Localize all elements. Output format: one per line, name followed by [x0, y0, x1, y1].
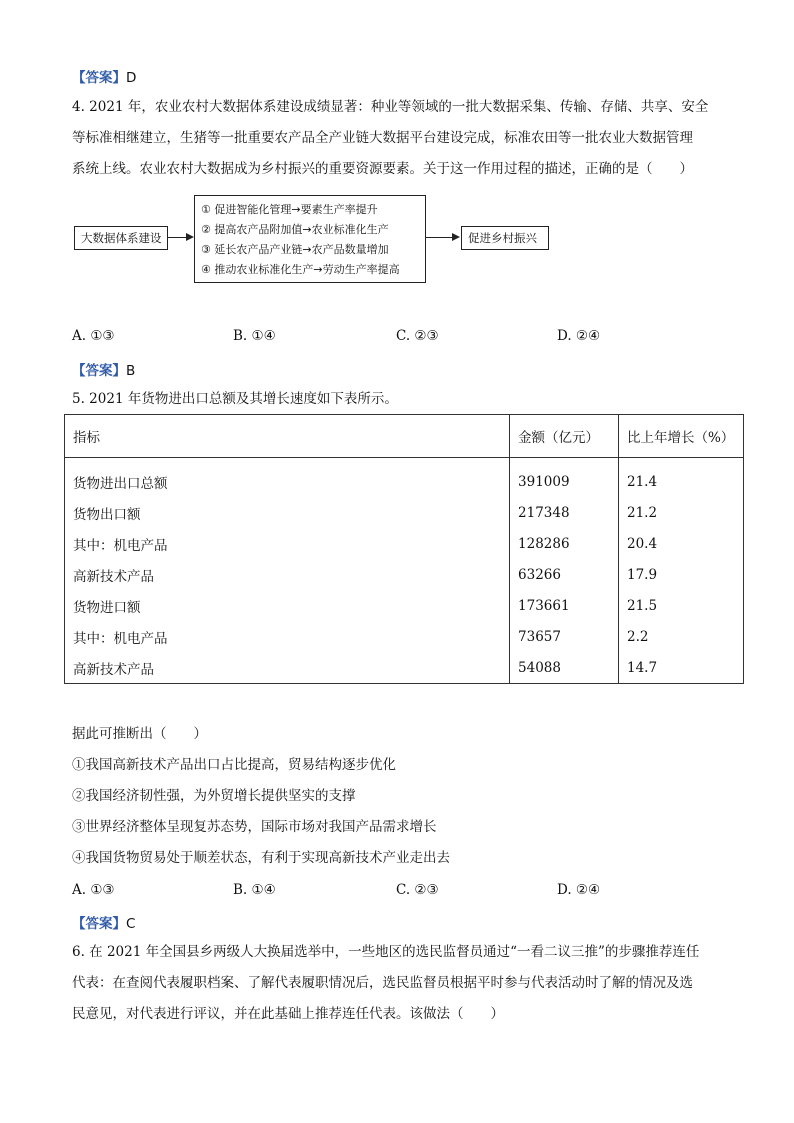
diagram-left-box	[74, 226, 168, 250]
q5-table	[64, 414, 744, 684]
q6-line-2: 代表：在查阅代表履职档案、了解代表履职情况后，选民监督员根据平时参与代表活动时了解的情况及选	[72, 975, 693, 991]
cell-indicator: 其中：机电产品	[65, 621, 510, 652]
answer-q3	[72, 66, 136, 86]
q4-line-2: 等标准相继建立，生猪等一批重要农产品全产业链大数据平台建设完成，标准农田等一批农业大数据管理	[72, 130, 693, 146]
diagram-item-2: ② 提高农产品附加值→农业标准化生产	[201, 223, 389, 236]
diagram-item-4: ④ 推动农业标准化生产→劳动生产率提高	[201, 263, 400, 276]
diagram-middle-box	[194, 195, 426, 283]
table-row	[65, 458, 744, 498]
diagram-item-3: ③ 延长农产品产业链→农产品数量增加	[201, 243, 389, 256]
cell-growth: 21.2	[618, 497, 743, 528]
cell-indicator: 其中：机电产品	[65, 528, 510, 559]
header-growth: 比上年增长（%）	[618, 415, 743, 458]
q5-statement-4: ④我国货物贸易处于顺差状态，有利于实现高新技术产业走出去	[72, 850, 450, 866]
q5-option-c: C. ②③	[396, 882, 439, 898]
diagram-right-label: 促进乡村振兴	[468, 231, 537, 245]
answer-label: 【答案】	[72, 70, 126, 86]
q5-option-d: D. ②④	[557, 882, 601, 898]
arrow-line-1	[167, 237, 187, 238]
cell-amount: 54088	[510, 652, 619, 684]
table-row	[65, 652, 744, 684]
q4-option-a: A. ①③	[72, 328, 115, 344]
table-row	[65, 497, 744, 528]
cell-growth: 2.2	[618, 621, 743, 652]
diagram-right-box	[461, 226, 549, 250]
cell-amount: 173661	[510, 590, 619, 621]
cell-indicator: 高新技术产品	[65, 652, 510, 684]
cell-indicator: 货物进出口总额	[65, 458, 510, 498]
cell-amount: 217348	[510, 497, 619, 528]
q5-option-a: A. ①③	[72, 882, 115, 898]
cell-indicator: 货物进口额	[65, 590, 510, 621]
q6-line-1: 6. 在 2021 年全国县乡两级人大换届选举中，一些地区的选民监督员通过“一看二议三推”的步骤推荐连任	[72, 944, 700, 960]
cell-amount: 73657	[510, 621, 619, 652]
q5-stem: 5. 2021 年货物进出口总额及其增长速度如下表所示。	[72, 391, 398, 407]
table-header-row	[65, 415, 744, 458]
cell-growth: 20.4	[618, 528, 743, 559]
answer-value: C	[126, 916, 136, 932]
q5-question: 据此可推断出（ ）	[72, 726, 207, 742]
table-row	[65, 528, 744, 559]
q5-option-b: B. ①④	[233, 882, 276, 898]
cell-growth: 21.5	[618, 590, 743, 621]
q5-statement-2: ②我国经济韧性强，为外贸增长提供坚实的支撑	[72, 788, 356, 804]
cell-amount: 128286	[510, 528, 619, 559]
arrow-head-2	[452, 233, 460, 241]
header-amount: 金额（亿元）	[510, 415, 619, 458]
table-row	[65, 559, 744, 590]
table-row	[65, 621, 744, 652]
q5-statement-1: ①我国高新技术产品出口占比提高，贸易结构逐步优化	[72, 757, 396, 773]
cell-amount: 63266	[510, 559, 619, 590]
arrow-line-2	[425, 237, 453, 238]
answer-q5	[72, 912, 135, 932]
q4-option-b: B. ①④	[233, 328, 276, 344]
header-indicator: 指标	[65, 415, 510, 458]
answer-value: D	[126, 70, 137, 86]
q6-line-3: 民意见，对代表进行评议，并在此基础上推荐连任代表。该做法（ ）	[72, 1006, 504, 1022]
cell-growth: 17.9	[618, 559, 743, 590]
answer-q4	[72, 359, 135, 379]
cell-growth: 14.7	[618, 652, 743, 684]
table-row	[65, 590, 744, 621]
answer-value: B	[126, 363, 136, 379]
cell-growth: 21.4	[618, 458, 743, 498]
cell-indicator: 货物出口额	[65, 497, 510, 528]
q4-option-d: D. ②④	[557, 328, 601, 344]
cell-indicator: 高新技术产品	[65, 559, 510, 590]
arrow-head-1	[186, 233, 194, 241]
diagram-left-label: 大数据体系建设	[81, 231, 162, 245]
cell-amount: 391009	[510, 458, 619, 498]
answer-label: 【答案】	[72, 916, 126, 932]
answer-label: 【答案】	[72, 363, 126, 379]
diagram-item-1: ① 促进智能化管理→要素生产率提升	[201, 203, 378, 216]
q4-line-1: 4. 2021 年，农业农村大数据体系建设成绩显著：种业等领域的一批大数据采集、传输、存储、共享、安全	[72, 99, 709, 115]
q4-line-3: 系统上线。农业农村大数据成为乡村振兴的重要资源要素。关于这一作用过程的描述，正确的是（ ）	[72, 161, 693, 177]
q4-option-c: C. ②③	[396, 328, 439, 344]
q5-statement-3: ③世界经济整体呈现复苏态势，国际市场对我国产品需求增长	[72, 819, 437, 835]
